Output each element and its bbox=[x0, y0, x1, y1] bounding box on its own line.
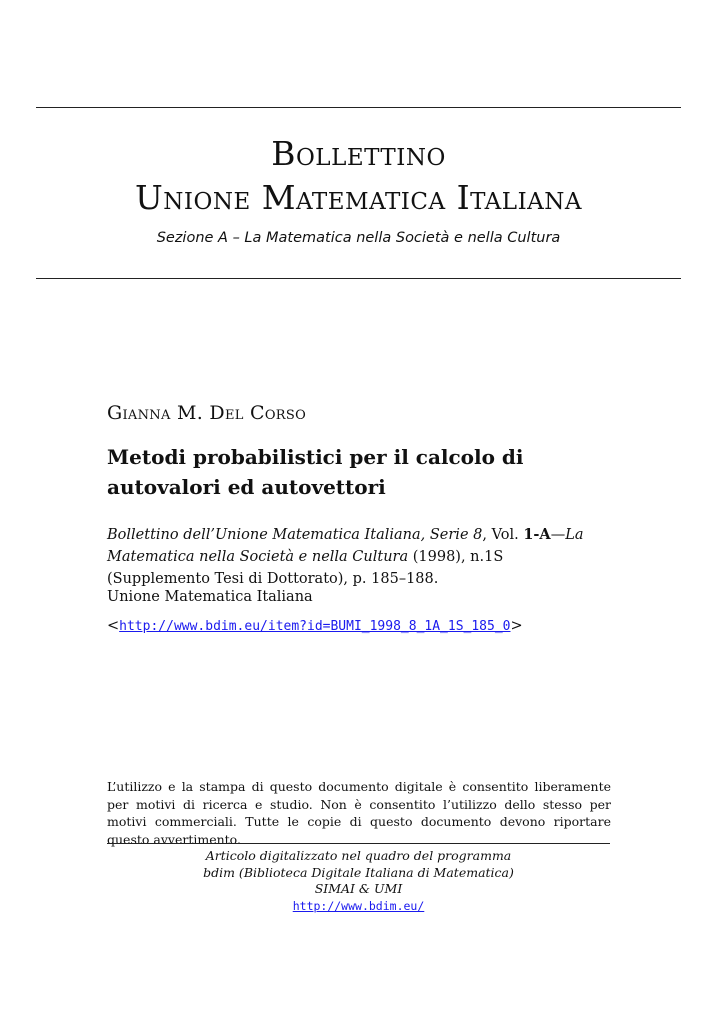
journal-section: Sezione A – La Matematica nella Società e nella Cultura bbox=[156, 230, 561, 246]
article-url-line bbox=[107, 618, 523, 634]
citation-volume: 1-A bbox=[523, 526, 551, 543]
footer-line3: SIMAI & UMI bbox=[314, 881, 403, 896]
citation-vol-prefix: , Vol. bbox=[482, 527, 524, 543]
article-author: Gianna M. Del Corso bbox=[107, 402, 307, 424]
citation-section: La Matematica nella Società e nella Cultura bbox=[107, 527, 584, 565]
citation-rest: (1998), n.1S (Supplemento Tesi di Dottorato), p. 185–188. bbox=[107, 549, 504, 587]
footer-url-link[interactable]: http://www.bdim.eu/ bbox=[292, 898, 425, 913]
header-bottom-rule bbox=[36, 278, 681, 279]
url-open-bracket: < bbox=[107, 618, 120, 634]
citation-journal: Bollettino dell’Unione Matematica Italiana, Serie 8 bbox=[107, 527, 483, 543]
article-citation bbox=[107, 524, 607, 590]
footer-rule bbox=[107, 843, 610, 844]
usage-notice: L’utilizzo e la stampa di questo documento digitale è consentito liberamente per motivi di ricerca e studio. Non è consentito l’utilizzo dello stesso per motivi commerciali. Tutte le copie di questo documento devono riportare questo avvertimento. bbox=[107, 779, 611, 847]
article-url-link[interactable]: http://www.bdim.eu/item?id=BUMI_1998_8_1A_1S_185_0 bbox=[119, 619, 511, 634]
footer bbox=[107, 848, 610, 914]
footer-line2: bdim (Biblioteca Digitale Italiana di Matematica) bbox=[203, 864, 514, 880]
top-rule bbox=[36, 107, 681, 108]
journal-title-line2: Unione Matematica Italiana bbox=[134, 178, 582, 217]
article-title: Metodi probabilistici per il calcolo di autovalori ed autovettori bbox=[107, 445, 524, 499]
url-close-bracket: > bbox=[510, 618, 523, 634]
citation-dash: — bbox=[550, 527, 566, 543]
journal-title-line1: Bollettino bbox=[271, 134, 446, 173]
footer-line1: Articolo digitalizzato nel quadro del programma bbox=[205, 848, 512, 863]
publisher: Unione Matematica Italiana bbox=[107, 589, 313, 605]
